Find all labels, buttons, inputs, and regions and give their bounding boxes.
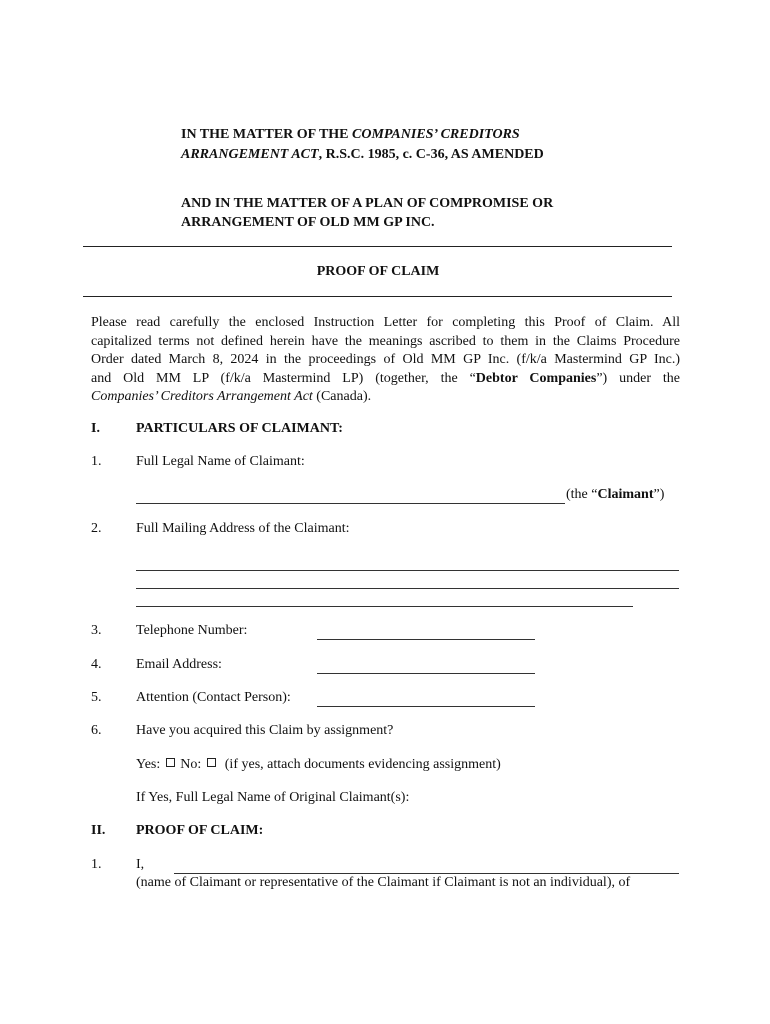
address-field-line-1[interactable] [136, 570, 679, 571]
bottom-rule [83, 296, 672, 297]
intro-line-4: and Old MM LP (f/k/a Mastermind LP) (together, the “Debtor Companies”) under the [91, 370, 680, 386]
item-3-label: Telephone Number: [136, 623, 248, 638]
no-checkbox[interactable] [207, 758, 216, 767]
original-claimant-label: If Yes, Full Legal Name of Original Claimant(s): [136, 790, 410, 805]
intro-line-5: Companies’ Creditors Arrangement Act (Canada). [91, 389, 372, 404]
item-6-label: Have you acquired this Claim by assignment? [136, 723, 394, 738]
section-2-item-1-number: 1. [91, 857, 102, 872]
header-line-1: IN THE MATTER OF THE COMPANIES’ CREDITORS [181, 127, 520, 142]
item-4-number: 4. [91, 657, 102, 672]
intro-line-1: Please read carefully the enclosed Instruction Letter for completing this Proof of Claim. All [91, 315, 680, 330]
item-2-label: Full Mailing Address of the Claimant: [136, 521, 350, 536]
item-5-label: Attention (Contact Person): [136, 690, 291, 705]
declarant-name-field[interactable] [174, 873, 679, 874]
item-1-number: 1. [91, 454, 102, 469]
item-3-number: 3. [91, 623, 102, 638]
address-field-line-2[interactable] [136, 588, 679, 589]
header-line-4: ARRANGEMENT OF OLD MM GP INC. [181, 215, 435, 230]
section-1-heading: PARTICULARS OF CLAIMANT: [136, 421, 343, 436]
yes-checkbox[interactable] [166, 758, 175, 767]
item-2-number: 2. [91, 521, 102, 536]
page-title: PROOF OF CLAIM [316, 264, 440, 279]
section-2-item-1-label: I, [136, 857, 145, 872]
item-1-label: Full Legal Name of Claimant: [136, 454, 305, 469]
header-line-3: AND IN THE MATTER OF A PLAN OF COMPROMISE OR [181, 196, 554, 211]
item-4-label: Email Address: [136, 657, 222, 672]
email-field[interactable] [317, 673, 535, 674]
claimant-name-field[interactable] [136, 503, 565, 504]
item-5-number: 5. [91, 690, 102, 705]
assignment-choice-row: Yes: No: (if yes, attach documents evidencing assignment) [136, 757, 501, 772]
declarant-caption: (name of Claimant or representative of the Claimant if Claimant is not an individual), of [136, 875, 631, 890]
address-field-line-3[interactable] [136, 606, 633, 607]
intro-line-2: capitalized terms not defined herein have the meanings ascribed to them in the Claims Procedure [91, 333, 680, 349]
intro-paragraph [91, 314, 680, 407]
section-2-number: II. [91, 823, 106, 838]
section-2-heading: PROOF OF CLAIM: [136, 823, 264, 838]
intro-line-3: Order dated March 8, 2024 in the proceedings of Old MM GP Inc. (f/k/a Mastermind GP Inc.) [91, 352, 680, 367]
header-line-2: ARRANGEMENT ACT, R.S.C. 1985, c. C-36, AS AMENDED [181, 147, 544, 162]
top-rule [83, 246, 672, 247]
section-1-number: I. [91, 421, 100, 436]
item-6-number: 6. [91, 723, 102, 738]
claimant-suffix: (the “Claimant”) [566, 487, 665, 502]
telephone-field[interactable] [317, 639, 535, 640]
assignment-note: (if yes, attach documents evidencing assignment) [224, 757, 501, 772]
contact-person-field[interactable] [317, 706, 535, 707]
